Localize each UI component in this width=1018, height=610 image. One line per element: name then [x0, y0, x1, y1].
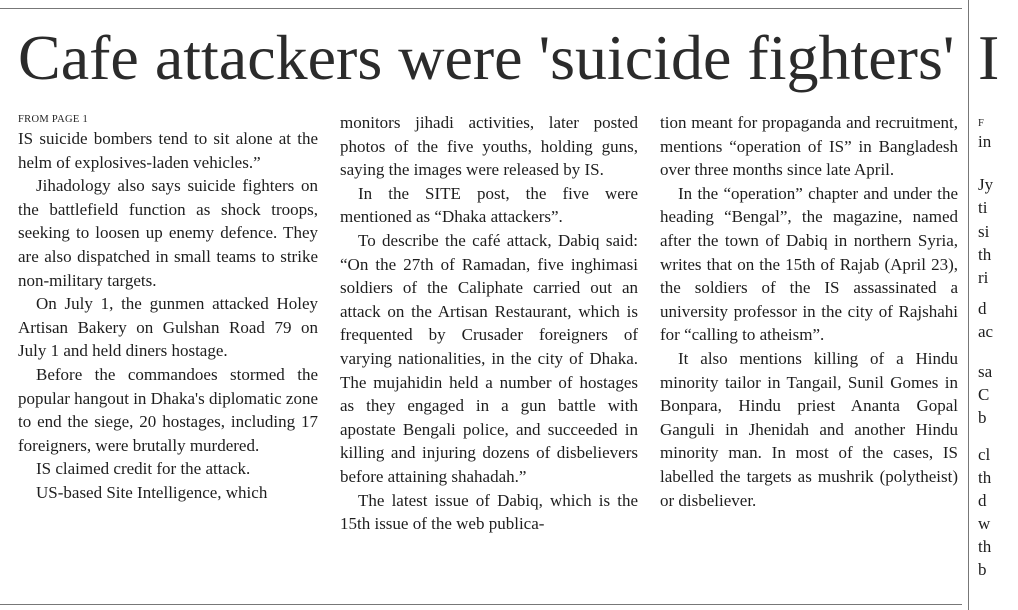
kicker: FROM PAGE 1	[18, 114, 89, 125]
paragraph: IS claimed credit for the attack.	[36, 459, 251, 479]
adjacent-text-fragment: ri	[978, 268, 989, 287]
paragraph: US-based Site Intelligence, which	[36, 482, 268, 502]
column-divider	[968, 0, 969, 610]
adjacent-text-fragment: d	[978, 299, 987, 318]
paragraph: To describe the café attack, Dabiq said: “On the 27th of Ramadan, five inghimasi soldiers of the Caliphate carried out an attack on the Artisan Restaurant, which is frequented by Crusader foreigners of varying nationalities, in the city of Dhaka. The mujahidin held a number of hostages as they engaged in a gun battle with apostate Bengali police, and succeeded in killing and injuring dozens of disbelievers before attaining shahadah.”	[340, 230, 638, 486]
paragraph: IS suicide bombers tend to sit alone at the helm of explosives-laden vehicles.”	[18, 129, 318, 172]
paragraph: monitors jihadi activities, later posted photos of the five youths, holding guns, saying the images were released by IS.	[340, 113, 638, 180]
paragraph: Before the commandoes stormed the popular hangout in Dhaka's diplomatic zone to end the siege, 20 hostages, including 17 foreigners, were brutally murdered.	[18, 364, 319, 455]
article-column-2	[340, 111, 638, 536]
adjacent-text-fragment: si	[978, 222, 990, 241]
paragraph: On July 1, the gunmen attacked Holey Artisan Bakery on Gulshan Road 79 on July 1 and held diners hostage.	[18, 294, 318, 361]
paragraph: In the SITE post, the five were mentioned as “Dhaka attackers”.	[340, 183, 638, 227]
adjacent-text-fragment: ti	[978, 198, 988, 217]
adjacent-kicker-fragment: F	[978, 118, 984, 129]
article-column-3	[660, 111, 958, 512]
headline: Cafe attackers were 'suicide fighters'	[18, 22, 955, 93]
adjacent-text-fragment: th	[978, 468, 992, 487]
paragraph: It also mentions killing of a Hindu minority tailor in Tangail, Sunil Gomes in Bonpara, Hindu priest Ananta Gopal Ganguli in Jhenidah and another Hindu minority man. In most of the cases, IS labelled the targets as mushrik (polytheist) or disbeliever.	[660, 348, 958, 510]
adjacent-text-fragment: w	[978, 514, 991, 533]
adjacent-text-fragment: b	[978, 408, 987, 427]
adjacent-text-fragment: Jy	[978, 175, 994, 194]
adjacent-article-fragment	[978, 0, 1018, 610]
adjacent-text-fragment: cl	[978, 445, 991, 464]
paragraph: The latest issue of Dabiq, which is the 15th issue of the web publica-	[340, 490, 638, 534]
bottom-rule	[0, 604, 962, 605]
adjacent-text-fragment: in	[978, 132, 992, 151]
adjacent-headline-fragment: I	[978, 22, 1000, 93]
adjacent-text-fragment: th	[978, 537, 992, 556]
paragraph: Jihadology also says suicide fighters on the battlefield function as shock troops, seeking to loosen up enemy defence. They are also dispatched in small teams to strike non-military targets.	[18, 176, 318, 290]
adjacent-text-fragment: ac	[978, 322, 994, 341]
paragraph: tion meant for propaganda and recruitment, mentions “operation of IS” in Bangladesh over three months since late April.	[660, 113, 958, 180]
paragraph: In the “operation” chapter and under the heading “Bengal”, the magazine, named after the town of Dabiq in northern Syria, writes that on the 15th of Rajab (April 23), the soldiers of the IS assassinated a university professor in the city of Rajshahi for “calling to atheism”.	[660, 183, 958, 345]
adjacent-text-fragment: d	[978, 491, 987, 510]
adjacent-text-fragment: b	[978, 560, 987, 579]
adjacent-text-fragment: C	[978, 385, 990, 404]
article-column-1	[18, 111, 318, 505]
adjacent-text-fragment: th	[978, 245, 992, 264]
top-rule	[0, 8, 962, 9]
adjacent-text-fragment: sa	[978, 362, 993, 381]
